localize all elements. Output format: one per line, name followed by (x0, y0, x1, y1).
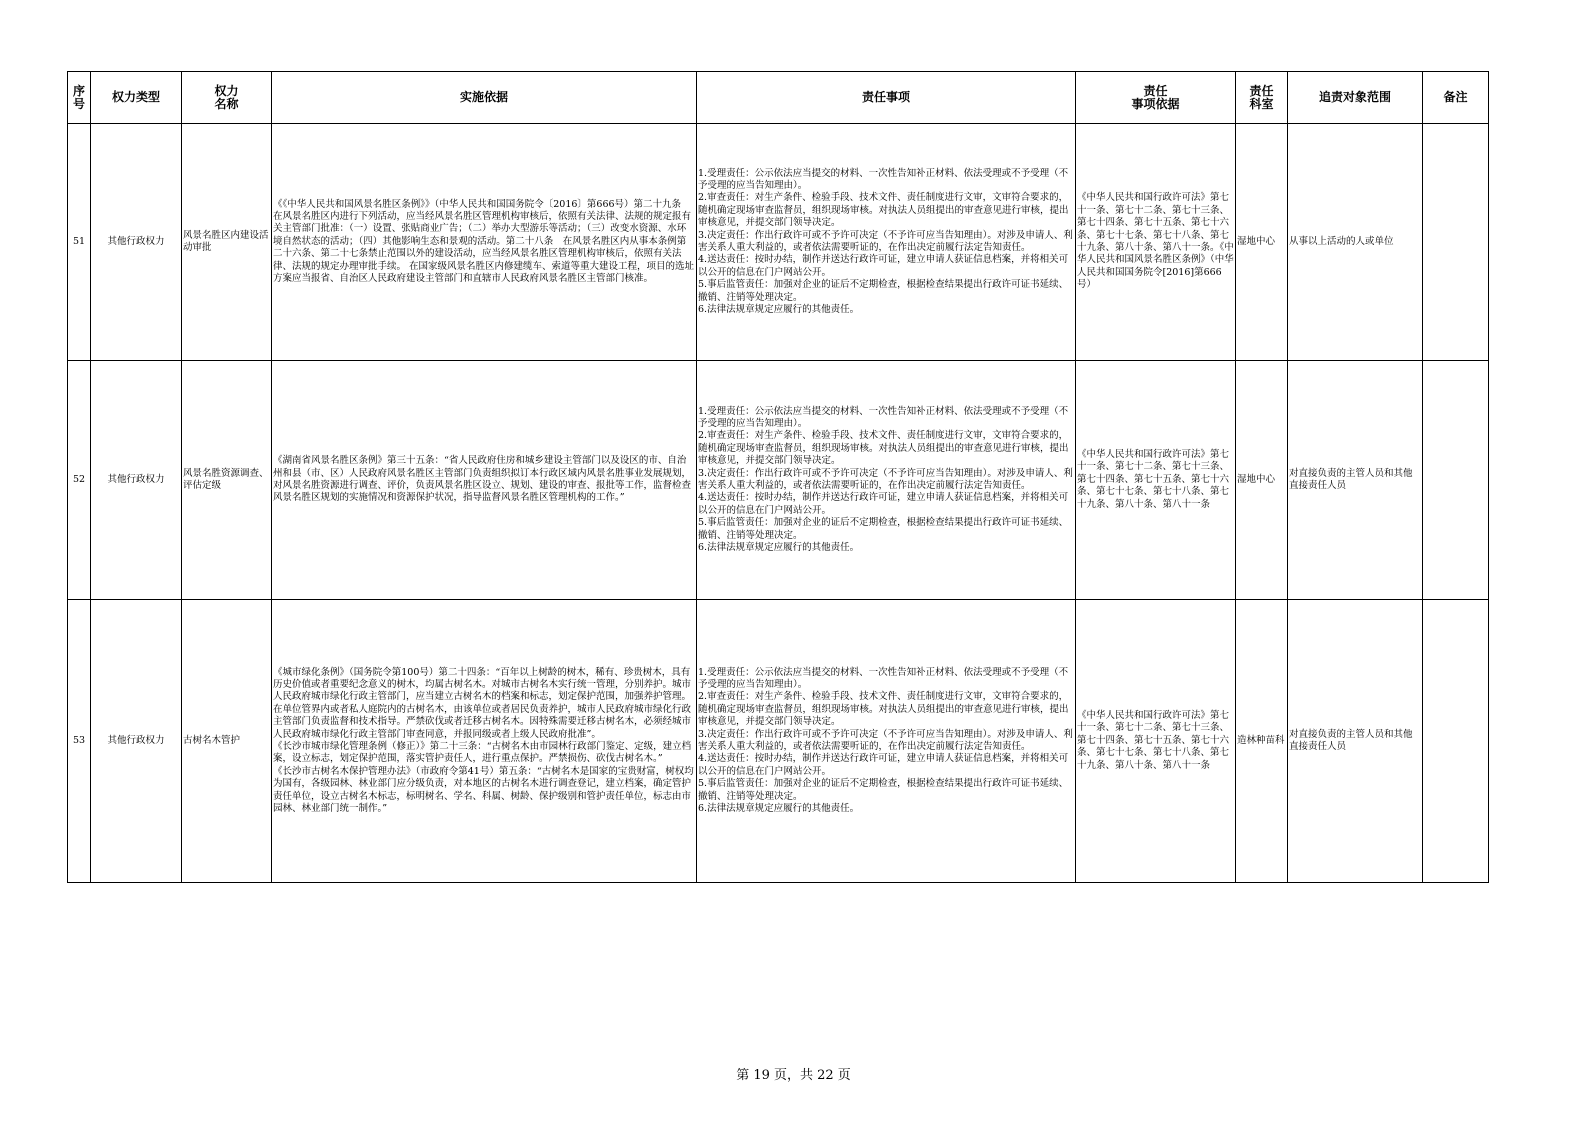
header-accountability-scope: 追责对象范围 (1288, 72, 1423, 124)
cell-department: 湿地中心 (1236, 361, 1288, 600)
cell-duties: 1.受理责任：公示依法应当提交的材料、一次性告知补正材料、依法受理或不予受理（不予受理的应当告知理由）。 2.审查责任：对生产条件、检验手段、技术文件、责任制度进行文审，文审符合要求的，随机确定现场审查监督员，组织现场审核。对执法人员组提出的审查意见进行审核，提出审核意见，并提交部门领导决定。 3.决定责任：作出行政许可或不予许可决定（不予许可应当告知理由）。对涉及申请人、利害关系人重大利益的，或者依法需要听证的，在作出决定前履行法定告知责任。 4.送达责任：按时办结，制作并送达行政许可证，建立申请人获证信息档案，并将相关可以公开的信息在门户网站公开。 5.事后监管责任：加强对企业的证后不定期检查，根据检查结果提出行政许可证书延续、撤销、注销等处理决定。 6.法律法规章规定应履行的其他责任。 (697, 600, 1076, 883)
cell-legal-basis: 《城市绿化条例》（国务院令第100号）第二十四条：“百年以上树龄的树木，稀有、珍贵树木，具有历史价值或者重要纪念意义的树木，均属古树名木。对城市古树名木实行统一管理，分别养护。城市人民政府城市绿化行政主管部门，应当建立古树名木的档案和标志，划定保护范围，加强养护管理。在单位管界内或者私人庭院内的古树名木，由该单位或者居民负责养护，城市人民政府城市绿化行政主管部门负责监督和技术指导。严禁砍伐或者迁移古树名木。因特殊需要迁移古树名木，必须经城市人民政府城市绿化行政主管部门审查同意，并报同级或者上级人民政府批准”。 《长沙市城市绿化管理条例（修正）》第二十三条：“古树名木由市园林行政部门鉴定、定级，建立档案，设立标志，划定保护范围，落实管护责任人，进行重点保护。严禁损伤、砍伐古树名木。” 《长沙市古树名木保护管理办法》（市政府令第41号）第五条：“古树名木是国家的宝贵财富，树权均为国有，各级园林、林业部门应分级负责，对本地区的古树名木进行调查登记，建立档案，确定管护责任单位，设立古树名木标志，标明树名、学名、科属、树龄、保护级别和管护责任单位，标志由市园林、林业部门统一制作。” (272, 600, 697, 883)
cell-power-name: 风景名胜资源调查、评估定级 (182, 361, 272, 600)
cell-remarks (1423, 361, 1489, 600)
cell-accountability-scope: 从事以上活动的人或单位 (1288, 124, 1423, 361)
cell-department: 湿地中心 (1236, 124, 1288, 361)
header-duties: 责任事项 (697, 72, 1076, 124)
header-duty-basis: 责任 事项依据 (1076, 72, 1236, 124)
table-header-row (68, 72, 1489, 124)
table-row (68, 600, 1489, 883)
cell-accountability-scope: 对直接负责的主管人员和其他直接责任人员 (1288, 600, 1423, 883)
cell-serial-no: 53 (68, 600, 91, 883)
header-remarks: 备注 (1423, 72, 1489, 124)
cell-duties: 1.受理责任：公示依法应当提交的材料、一次性告知补正材料、依法受理或不予受理（不予受理的应当告知理由）。 2.审查责任：对生产条件、检验手段、技术文件、责任制度进行文审，文审符合要求的，随机确定现场审查监督员，组织现场审核。对执法人员组提出的审查意见进行审核，提出审核意见，并提交部门领导决定。 3.决定责任：作出行政许可或不予许可决定（不予许可应当告知理由）。对涉及申请人、利害关系人重大利益的，或者依法需要听证的，在作出决定前履行法定告知责任。 4.送达责任：按时办结，制作并送达行政许可证，建立申请人获证信息档案，并将相关可以公开的信息在门户网站公开。 5.事后监管责任：加强对企业的证后不定期检查，根据检查结果提出行政许可证书延续、撤销、注销等处理决定。 6.法律法规章规定应履行的其他责任。 (697, 361, 1076, 600)
cell-serial-no: 52 (68, 361, 91, 600)
cell-serial-no: 51 (68, 124, 91, 361)
cell-remarks (1423, 124, 1489, 361)
cell-legal-basis: 《湖南省风景名胜区条例》第三十五条：“省人民政府住房和城乡建设主管部门以及设区的市、自治州和县（市、区）人民政府风景名胜区主管部门负责组织拟订本行政区域内风景名胜事业发展规划，对风景名胜资源进行调查、评价，负责风景名胜区设立、规划、建设的审查、报批等工作，监督检查风景名胜区规划的实施情况和资源保护状况，指导监督风景名胜区管理机构的工作。” (272, 361, 697, 600)
cell-power-name: 古树名木管护 (182, 600, 272, 883)
cell-power-type: 其他行政权力 (91, 600, 182, 883)
header-serial-no: 序 号 (68, 72, 91, 124)
table-row (68, 361, 1489, 600)
cell-duty-basis: 《中华人民共和国行政许可法》第七十一条、第七十二条、第七十三条、第七十四条、第七十五条、第七十六条、第七十七条、第七十八条、第七十九条、第八十条、第八十一条。《中华人民共和国风景名胜区条例》（中华人民共和国国务院令[2016]第666号） (1076, 124, 1236, 361)
cell-legal-basis: 《《中华人民共和国风景名胜区条例》》（中华人民共和国国务院令〔2016〕第666号）第二十九条 在风景名胜区内进行下列活动，应当经风景名胜区管理机构审核后，依照有关法律、法规的规定报有关主管部门批准：（一）设置、张贴商业广告；（二）举办大型游乐等活动；（三）改变水资源、水环境自然状态的活动；（四）其他影响生态和景观的活动。第二十八条 在风景名胜区内从事本条例第二十六条、第二十七条禁止范围以外的建设活动，应当经风景名胜区管理机构审核后，依照有关法律、法规的规定办理审批手续。 在国家级风景名胜区内修建缆车、索道等重大建设工程，项目的选址方案应当报省、自治区人民政府建设主管部门和直辖市人民政府风景名胜区主管部门核准。 (272, 124, 697, 361)
cell-duty-basis: 《中华人民共和国行政许可法》第七十一条、第七十二条、第七十三条、第七十四条、第七十五条、第七十六条、第七十七条、第七十八条、第七十九条、第八十条、第八十一条 (1076, 600, 1236, 883)
header-power-type: 权力类型 (91, 72, 182, 124)
page-number-footer: 第 19 页，共 22 页 (736, 1068, 851, 1083)
cell-power-type: 其他行政权力 (91, 124, 182, 361)
cell-duty-basis: 《中华人民共和国行政许可法》第七十一条、第七十二条、第七十三条、第七十四条、第七十五条、第七十六条、第七十七条、第七十八条、第七十九条、第八十条、第八十一条 (1076, 361, 1236, 600)
header-power-name: 权力 名称 (182, 72, 272, 124)
cell-accountability-scope: 对直接负责的主管人员和其他直接责任人员 (1288, 361, 1423, 600)
header-department: 责任 科室 (1236, 72, 1288, 124)
cell-power-type: 其他行政权力 (91, 361, 182, 600)
cell-power-name: 风景名胜区内建设活动审批 (182, 124, 272, 361)
table-row (68, 124, 1489, 361)
header-legal-basis: 实施依据 (272, 72, 697, 124)
power-list-sheet (67, 71, 1489, 883)
cell-department: 造林种苗科 (1236, 600, 1288, 883)
cell-remarks (1423, 600, 1489, 883)
cell-duties: 1.受理责任：公示依法应当提交的材料、一次性告知补正材料、依法受理或不予受理（不予受理的应当告知理由）。 2.审查责任：对生产条件、检验手段、技术文件、责任制度进行文审，文审符合要求的，随机确定现场审查监督员，组织现场审核。对执法人员组提出的审查意见进行审核，提出审核意见，并提交部门领导决定。 3.决定责任：作出行政许可或不予许可决定（不予许可应当告知理由）。对涉及申请人、利害关系人重大利益的，或者依法需要听证的，在作出决定前履行法定告知责任。 4.送达责任：按时办结，制作并送达行政许可证，建立申请人获证信息档案，并将相关可以公开的信息在门户网站公开。 5.事后监管责任：加强对企业的证后不定期检查，根据检查结果提出行政许可证书延续、撤销、注销等处理决定。 6.法律法规章规定应履行的其他责任。 (697, 124, 1076, 361)
power-list-table (67, 71, 1489, 883)
